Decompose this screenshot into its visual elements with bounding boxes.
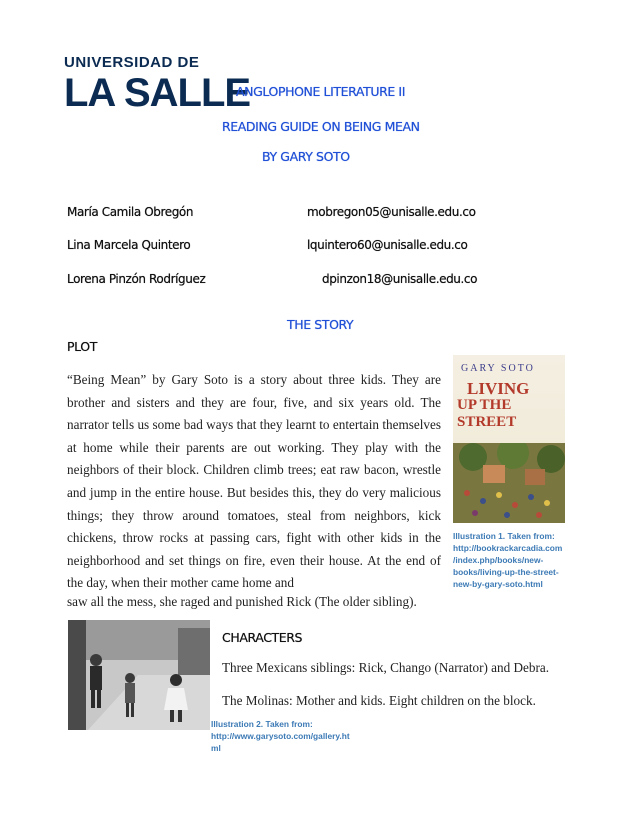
logo-la-salle: LA SALLE [64, 71, 251, 115]
author-email: lquintero60@unisalle.edu.co [307, 238, 468, 252]
university-logo [64, 54, 250, 113]
logo-university-de: UNIVERSIDAD DE [64, 54, 200, 71]
author-name: Lorena Pinzón Rodríguez [67, 272, 206, 286]
caption-line: ml [211, 743, 221, 753]
caption-line: /index.php/books/new- [453, 555, 544, 565]
character-item: The Molinas: Mother and kids. Eight children on the block. [222, 693, 536, 708]
caption-line: books/living-up-the-street- [453, 567, 559, 577]
story-heading: THE STORY [287, 317, 354, 332]
caption-line: http://www.garysoto.com/gallery.ht [211, 731, 350, 741]
caption-line: http://bookrackarcadia.com [453, 543, 563, 553]
plot-body: “Being Mean” by Gary Soto is a story about three kids. They are brother and sisters and they are four, five, and six years old. The narrator tells us some bad ways that they learnt to entertain themselves at home while their parents are out working. They play with the neighbors of their block. Children climb trees; eat raw bacon, wrestle and jump in the entire house. But besides this, they do very malicious things; they throw around tomatoes, steal from neighbors, kick chickens, throw rocks at passing cars, fight with other kids in the neighborhood and set things on fire, even their house. At the end of the day, when their mother came home and [67, 372, 441, 591]
author-name: María Camila Obregón [67, 205, 194, 219]
children-photo-drawing [68, 620, 210, 730]
author-name: Lina Marcela Quintero [67, 238, 191, 252]
plot-label: PLOT [67, 339, 97, 354]
book-cover-subtitle: UP THE STREET [457, 397, 517, 430]
book-cover-title: LIVING [467, 379, 530, 398]
author-email: mobregon05@unisalle.edu.co [307, 205, 476, 219]
author-email: dpinzon18@unisalle.edu.co [322, 272, 478, 286]
illustration1-caption [453, 530, 562, 590]
caption-line: new-by-gary-soto.html [453, 579, 543, 589]
book-cover-author: GARY SOTO [461, 363, 535, 374]
caption-line: Illustration 1. Taken from: [453, 531, 555, 541]
plot-last-line: saw all the mess, she raged and punished Rick (The older sibling). [67, 594, 417, 609]
caption-line: Illustration 2. Taken from: [211, 719, 313, 729]
course-title: ANGLOPHONE LITERATURE II [236, 84, 406, 99]
guide-title: READING GUIDE ON BEING MEAN [222, 119, 420, 134]
author-byline: BY GARY SOTO [262, 149, 350, 164]
children-photo [68, 620, 210, 730]
characters-heading: CHARACTERS [222, 630, 303, 645]
book-cover-painting [453, 443, 565, 523]
illustration2-caption [211, 718, 350, 754]
character-item: Three Mexicans siblings: Rick, Chango (Narrator) and Debra. [222, 660, 550, 675]
book-cover-image [453, 355, 565, 523]
